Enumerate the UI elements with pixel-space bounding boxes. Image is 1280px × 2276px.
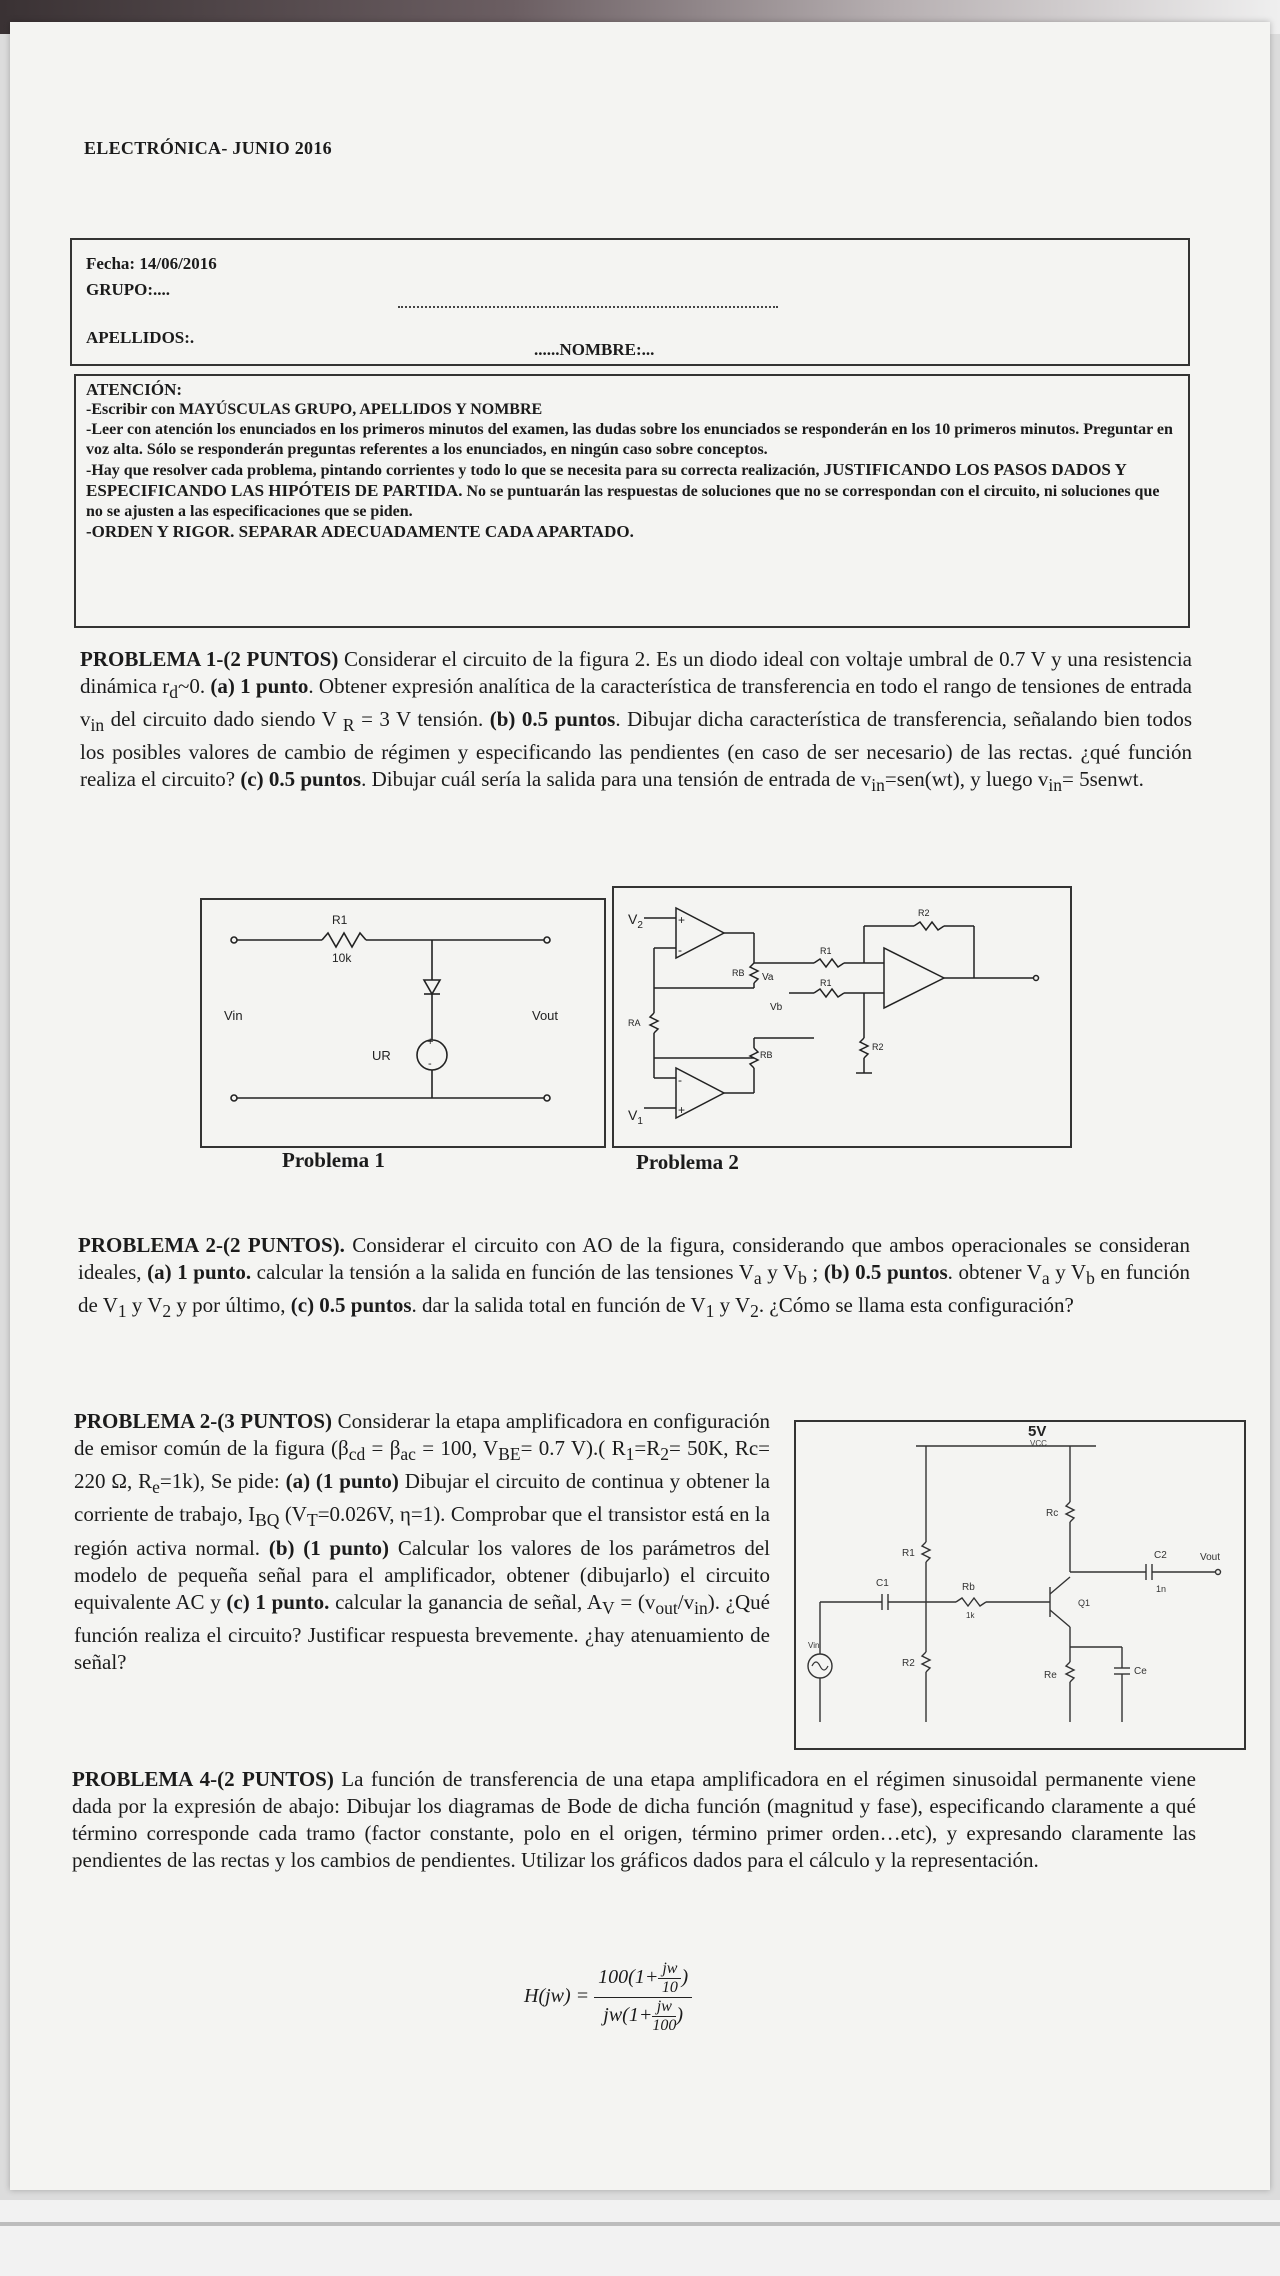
problem-1-text: PROBLEMA 1-(2 PUNTOS) Considerar el circuito de la figura 2. Es un diodo ideal con voltaje umbral de 0.7 V y una resistencia dinámica $r_d\sim 0$. (a) 1 punto. Obtener expresión analítica de la característica de transferencia en todo el rango de tensiones de entrada $v_{in}$ del circuito dado siendo V $_R$ = 3 V tensión. (b) 0.5 puntos. Dibujar dicha característica de transferencia, señalando bien todos los posibles valores de cambio de régimen y especificando las pendientes (en caso de ser necesario) de las rectas. ¿qué función realiza el circuito? (c) 0.5 puntos. Dibujar cuál sería la salida para una tensión de entrada de $v_{in}=sen(wt)$, y luego $v_{in}=$ 5senwt. <box>80 647 1193 796</box>
output-terminal-bottom <box>544 1095 550 1101</box>
resistor-r1 <box>922 1542 930 1562</box>
resistor-rc <box>1066 1502 1074 1522</box>
label-ur: UR <box>372 1048 391 1063</box>
attention-line-1: -Escribir con MAYÚSCULAS GRUPO, APELLIDOS Y NOMBRE <box>86 401 543 418</box>
next-sheet-edge <box>0 2200 1280 2276</box>
problem-4-text: PROBLEMA 4-(2 PUNTOS) La función de transferencia de una etapa amplificadora en el régimen sinusoidal permanente viene dada por la expresión de abajo: Dibujar los diagramas de Bode de dicha función (magnitud y fase), especificando claramente a qué término corresponde cada tramo (factor constante, polo en el origen, término primer orden…etc), y expresando claramente las pendientes de las rectas y los cambios de pendientes. Utilizar los gráficos dados para el cálculo y la representación. <box>72 1767 1196 1872</box>
label-rb-value: 1k <box>966 1611 975 1620</box>
resistor-rb-top <box>750 963 758 983</box>
resistor-r1-bottom <box>814 989 844 997</box>
attention-box <box>74 374 1190 628</box>
label-ce: Ce <box>1134 1666 1147 1677</box>
figure-problem-1 <box>200 898 606 1148</box>
label-vout: Vout <box>1200 1552 1221 1563</box>
label-c1: C1 <box>876 1578 889 1589</box>
input-terminal-bottom <box>231 1095 237 1101</box>
svg-text:+: + <box>678 913 686 927</box>
label-c2-value: 1n <box>1156 1584 1167 1594</box>
label-r2: R2 <box>902 1658 915 1669</box>
resistor-r1-top <box>814 959 844 967</box>
attention-title: ATENCIÓN: <box>86 380 183 399</box>
problem-2-text: PROBLEMA 2-(2 PUNTOS). Considerar el circuito con AO de la figura, considerando que ambos operacionales se consideran ideales, (a) 1 punto. calcular la tensión a la salida en función de las tensiones $V_a$ y $V_b$ ; (b) 0.5 puntos. obtener $V_a$ y $V_b$ en función de $V_1$ y $V_2$ y por último, (c) 0.5 puntos. dar la salida total en función de $V_1$ y $V_2$. ¿Cómo se llama esta configuración? <box>78 1233 1190 1322</box>
label-vout: Vout <box>532 1008 559 1023</box>
label-vcc: VCC <box>1030 1439 1047 1448</box>
label-r1-bottom: R1 <box>820 978 832 988</box>
label-q1: Q1 <box>1078 1598 1091 1608</box>
resistor-ra <box>650 1013 658 1033</box>
label-vb: Vb <box>770 1002 783 1013</box>
label-v1: $V_1$ <box>628 1107 643 1127</box>
attention-line-2: -Leer con atención los enunciados en los primeros minutos del examen, las dudas sobre los enunciados se responderán en los 10 primeros minutos. Preguntar en voz alta. Sólo se responderán preguntas referentes a los enunciados, en ningún caso sobre conceptos. <box>86 421 1173 458</box>
resistor-re <box>1066 1662 1074 1682</box>
label-re: Re <box>1044 1670 1057 1681</box>
opamp-right <box>884 948 944 1008</box>
group-label: GRUPO:.... <box>86 280 171 299</box>
label-supply: 5V <box>1028 1423 1047 1440</box>
label-r1: R1 <box>332 913 348 927</box>
diode-clipper-circuit <box>202 900 604 1146</box>
input-terminal-top <box>231 937 237 943</box>
date-label: Fecha: 14/06/2016 <box>86 254 217 273</box>
problem-3-text: PROBLEMA 2-(3 PUNTOS) Considerar la etapa amplificadora en configuración de emisor común de la figura ($\beta_{cd} = \beta_{ac} = 100$, $V_{BE}= 0.7$ V).( $R_1=R_2= 50K$, Rc= 220 Ω, $R_e=1k$), Se pide: (a) (1 punto) Dibujar el circuito de continua y obtener la corriente de trabajo, $I_{BQ}$ ($V_T=0.026V$, η=1). Comprobar que el transistor está en la región activa normal. (b) (1 punto) Calcular los valores de los parámetros del modelo de pequeña señal para el amplificador, obtener (dibujarlo) el circuito equivalente AC y (c) 1 punto. calcular la ganancia de señal, $A_V = (v_{out}/v_{in})$. ¿Qué función realiza el circuito? Justificar respuesta brevemente. ¿hay atenuamiento de señal? <box>74 1409 771 1674</box>
sheet-separator <box>0 2222 1280 2226</box>
group-dotted-line <box>398 306 778 308</box>
label-r2-bottom: R2 <box>872 1042 884 1052</box>
label-c2: C2 <box>1154 1550 1167 1561</box>
resistor-rb <box>956 1598 986 1606</box>
instrumentation-amp-circuit <box>614 888 1070 1146</box>
label-ra: RA <box>628 1018 641 1028</box>
label-rb: Rb <box>962 1582 975 1593</box>
label-r1-value: 10k <box>332 951 352 965</box>
svg-text:-: - <box>428 1058 432 1070</box>
resistor-r2-bottom <box>860 1038 868 1058</box>
label-vin: Vin <box>224 1008 243 1023</box>
resistor-r2-top <box>914 922 944 930</box>
label-va: Va <box>762 972 774 983</box>
exam-title: ELECTRÓNICA- JUNIO 2016 <box>84 138 332 158</box>
output-terminal-top <box>544 937 550 943</box>
label-v2: $V_2$ <box>628 911 643 931</box>
svg-text:+: + <box>678 1103 686 1117</box>
label-r1-top: R1 <box>820 946 832 956</box>
label-r1: R1 <box>902 1548 915 1559</box>
figure-problem-2 <box>612 886 1072 1148</box>
transfer-function-formula: H(jw) = 100(1+ $\frac{jw}{10}$) jw(1+ $\frac{jw}{100}$) <box>524 1960 692 2035</box>
common-emitter-circuit <box>796 1422 1244 1748</box>
label-vin: Vin <box>808 1641 820 1650</box>
caption-problem-1: Problema 1 <box>282 1148 385 1172</box>
svg-text:-: - <box>678 943 682 957</box>
resistor-r2 <box>922 1652 930 1672</box>
resistor-r1 <box>322 933 366 947</box>
diode-symbol <box>424 980 440 994</box>
surname-label: APELLIDOS:. <box>86 328 195 347</box>
label-rb-top: RB <box>732 968 745 978</box>
label-rc: Rc <box>1046 1508 1059 1519</box>
svg-text:+: + <box>427 1036 434 1048</box>
label-r2-top: R2 <box>918 908 930 918</box>
label-rb-bottom: RB <box>760 1050 773 1060</box>
name-label: ......NOMBRE:... <box>534 340 655 359</box>
caption-problem-2: Problema 2 <box>636 1150 739 1174</box>
svg-text:-: - <box>678 1073 682 1087</box>
student-info-box <box>70 238 1190 366</box>
attention-line-4: -ORDEN Y RIGOR. SEPARAR ADECUADAMENTE CADA APARTADO. <box>86 522 634 541</box>
attention-line-3: -Hay que resolver cada problema, pintando corrientes y todo lo que se necesita para su correcta realización, JUSTIFICANDO LOS PASOS DADOS Y ESPECIFICANDO LAS HIPÓTEIS DE PARTIDA. No se puntuarán las respuestas de soluciones que no se correspondan con el circuito, ni soluciones que no se ajusten a las especificaciones que se piden. <box>86 460 1160 520</box>
figure-problem-3 <box>794 1420 1246 1750</box>
